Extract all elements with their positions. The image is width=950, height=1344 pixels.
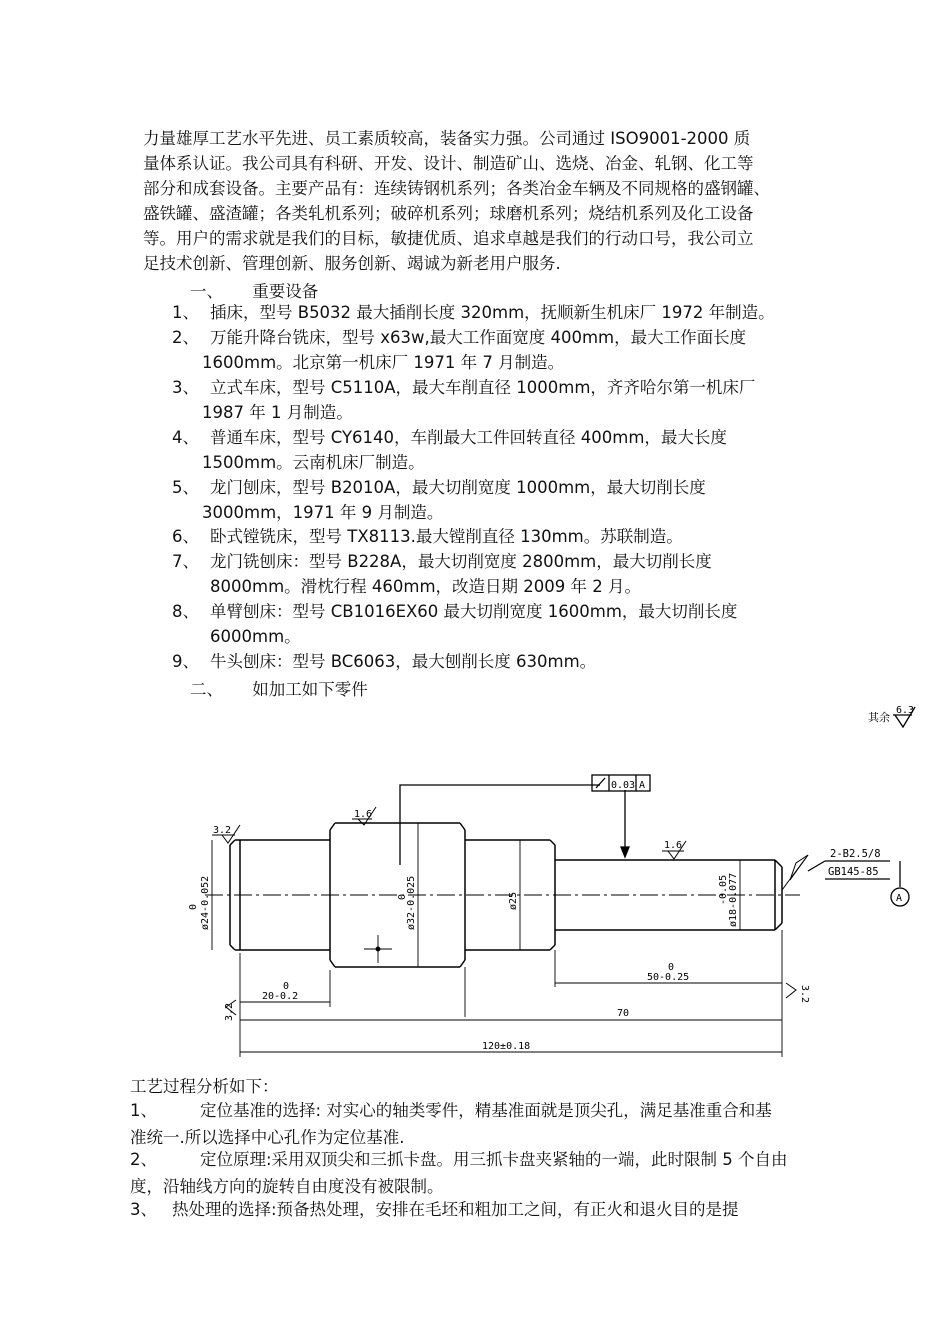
section1-heading xyxy=(190,278,318,302)
roughness-right-value: 1.6 xyxy=(664,840,683,851)
default-roughness-symbol xyxy=(868,705,915,727)
dim-50: 50-0.25 xyxy=(647,972,690,983)
datum-a xyxy=(891,861,909,906)
equipment-text: 卧式镗铣床，型号 TX8113.最大镗削直径 130mm。苏联制造。 xyxy=(210,527,683,546)
equipment-text: 单臂刨床：型号 CB1016EX60 最大切削宽度 1600mm，最大切削长度 xyxy=(210,602,738,621)
length-dimensions xyxy=(240,930,782,1057)
equipment-num: 2、 xyxy=(172,328,199,347)
tolerance-frame xyxy=(592,775,650,791)
dim-d32-upper: 0 xyxy=(397,893,408,900)
tolerance-datum: A xyxy=(639,780,646,791)
equipment-text-cont: 8000mm。滑枕行程 460mm，改造日期 2009 年 2 月。 xyxy=(210,577,641,596)
roughness-right xyxy=(662,840,686,859)
equipment-num: 1、 xyxy=(172,303,199,322)
equipment-num: 4、 xyxy=(172,428,199,447)
analysis-text: 热处理的选择:预备热处理，安排在毛坯和粗加工之间，有正火和退火目的是提 xyxy=(172,1200,739,1219)
roughness-bottom-right-value: 3.2 xyxy=(799,985,810,1004)
analysis-num: 1、 xyxy=(130,1101,157,1120)
dim-d18: ø18-0.077 xyxy=(728,872,739,927)
equipment-num: 5、 xyxy=(172,478,199,497)
roughness-left-value: 3.2 xyxy=(213,825,232,836)
analysis-text: 定位基准的选择: 对实心的轴类零件，精基准面就是顶尖孔，满足基准重合和基 xyxy=(200,1101,772,1120)
roughness-bottom-left-value: 3.2 xyxy=(224,1002,235,1021)
dim-20-upper: 0 xyxy=(283,981,290,992)
dim-50-upper: 0 xyxy=(668,962,675,973)
section2-num: 二、 xyxy=(190,680,223,699)
center-hole-std: GB145-85 xyxy=(828,866,879,878)
analysis-num: 2、 xyxy=(130,1150,157,1169)
equipment-num: 8、 xyxy=(172,602,199,621)
equipment-text: 牛头刨床：型号 BC6063，最大刨削长度 630mm。 xyxy=(210,652,597,671)
crosshair-mark xyxy=(364,935,392,963)
intro-line: 盛铁罐、盛渣罐；各类轧机系列；破碎机系列；球磨机系列；烧结机系列及化工设备 xyxy=(143,204,754,223)
intro-line: 量体系认证。我公司具有科研、开发、设计、制造矿山、选烧、冶金、轧钢、化工等 xyxy=(143,154,754,173)
analysis-text-cont: 准统一.所以选择中心孔作为定位基准. xyxy=(130,1128,405,1147)
default-roughness-value: 6.3 xyxy=(896,705,915,716)
center-hole-spec: 2-B2.5/8 xyxy=(830,848,881,860)
center-hole-callout xyxy=(808,848,890,879)
analysis-num: 3、 xyxy=(130,1200,157,1219)
intro-line: 等。用户的需求就是我们的目标，敏捷优质、追求卓越是我们的行动口号，我公司立 xyxy=(143,229,754,248)
roughness-bottom-left xyxy=(224,1000,236,1021)
analysis-title: 工艺过程分析如下： xyxy=(130,1077,279,1096)
dim-d32: ø32-0.025 xyxy=(406,875,417,930)
equipment-text-cont: 1500mm。云南机床厂制造。 xyxy=(202,453,425,472)
datum-a-label: A xyxy=(896,893,903,904)
equipment-text: 万能升降台铣床，型号 x63w,最大工作面宽度 400mm，最大工作面长度 xyxy=(210,328,747,347)
intro-line: 部分和成套设备。主要产品有：连续铸钢机系列；各类冶金车辆及不同规格的盛钢罐、 xyxy=(143,179,770,198)
shaft-drawing xyxy=(0,695,950,1065)
dim-d25: ø25 xyxy=(508,891,519,910)
dim-d24-upper: 0 xyxy=(188,903,199,910)
roughness-bottom-right xyxy=(786,983,810,1003)
equipment-text: 立式车床，型号 C5110A，最大车削直径 1000mm，齐齐哈尔第一机床厂 xyxy=(210,378,756,397)
equipment-text-cont: 6000mm。 xyxy=(210,627,301,646)
equipment-num: 7、 xyxy=(172,552,199,571)
intro-line: 足技术创新、管理创新、服务创新、竭诚为新老用户服务. xyxy=(143,254,561,273)
equipment-num: 9、 xyxy=(172,652,199,671)
dim-d18-upper: -0.05 xyxy=(718,874,729,905)
roughness-end xyxy=(782,855,808,890)
equipment-text: 普通车床，型号 CY6140，车削最大工件回转直径 400mm，最大长度 xyxy=(210,428,727,447)
equipment-num: 3、 xyxy=(172,378,199,397)
analysis-text-cont: 度，沿轴线方向的旋转自由度没有被限制。 xyxy=(130,1177,444,1196)
dim-d24: ø24-0.052 xyxy=(200,875,211,930)
default-roughness-prefix: 其余 xyxy=(868,711,890,724)
tolerance-value: 0.03 xyxy=(611,780,636,791)
dim-20: 20-0.2 xyxy=(262,991,299,1002)
intro-paragraph xyxy=(143,126,888,276)
equipment-text-cont: 1987 年 1 月制造。 xyxy=(202,403,353,422)
section1-num: 一、 xyxy=(190,282,223,301)
equipment-text: 龙门铣刨床：型号 B228A，最大切削宽度 2800mm，最大切削长度 xyxy=(210,552,712,571)
equipment-text: 插床，型号 B5032 最大插削长度 320mm，抚顺新生机床厂 1972 年制造。 xyxy=(210,303,775,322)
equipment-text-cont: 1600mm。北京第一机床厂 1971 年 7 月制造。 xyxy=(202,353,565,372)
intro-line: 力量雄厚工艺水平先进、员工素质较高，装备实力强。公司通过 ISO9001-2000 质 xyxy=(143,129,751,148)
section1-title: 重要设备 xyxy=(252,282,319,301)
section2-title: 如加工如下零件 xyxy=(252,680,368,699)
equipment-num: 6、 xyxy=(172,527,199,546)
dim-120: 120±0.18 xyxy=(482,1041,531,1052)
analysis-text: 定位原理:采用双顶尖和三抓卡盘。用三抓卡盘夹紧轴的一端，此时限制 5 个自由 xyxy=(200,1150,788,1169)
equipment-text-cont: 3000mm，1971 年 9 月制造。 xyxy=(202,503,444,522)
dim-70: 70 xyxy=(617,1008,630,1019)
roughness-mid-value: 1.6 xyxy=(354,809,373,820)
equipment-text: 龙门刨床，型号 B2010A，最大切削宽度 1000mm，最大切削长度 xyxy=(210,478,706,497)
